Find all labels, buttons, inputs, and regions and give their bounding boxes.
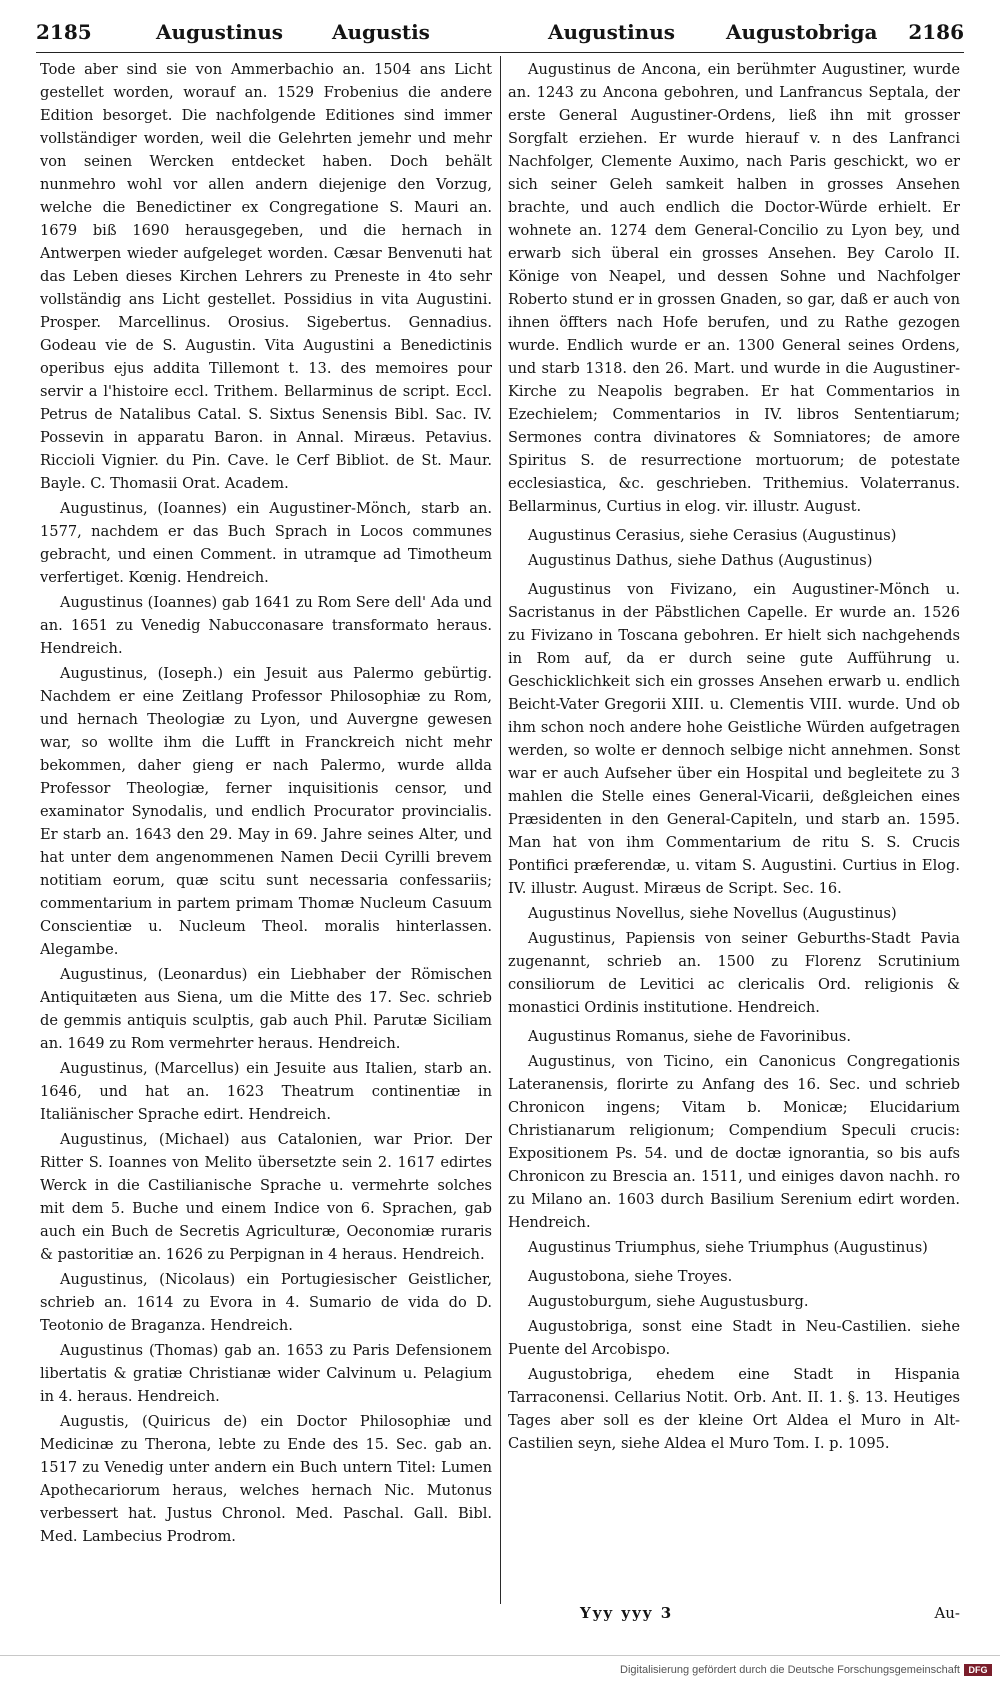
entry-paragraph: Augustinus, (Ioannes) ein Augustiner-Mönch, starb an. 1577, nachdem er das Buch Sprach in Locos communes gebracht, und einen Comment. in utramque ad Timotheum verfertiget. Kœnig. Hendreich. (40, 500, 492, 586)
header-catchword-1: Augustinus (156, 20, 284, 44)
running-header (36, 18, 964, 48)
entry-paragraph: Augustinus (Thomas) gab an. 1653 zu Paris Defensionem libertatis & gratiæ Christianæ wider Calvinum u. Pelagium in 4. heraus. Hendreich. (40, 1342, 492, 1405)
credit-rule (0, 1655, 1000, 1656)
cross-reference: Augustinus Novellus, siehe Novellus (Augustinus) (528, 905, 897, 922)
left-page-number: 2185 (36, 20, 92, 44)
cross-reference: Augustinus Romanus, siehe de Favorinibus. (528, 1028, 852, 1045)
entry-paragraph: Augustis, (Quiricus de) ein Doctor Philosophiæ und Medicinæ zu Therona, lebte zu Ende des 15. Sec. gab an. 1517 zu Venedig unter andern ein Buch untern Titel: Lumen Apothecariorum heraus, welches hernach Nic. Mutonus verbessert hat. Justus Chronol. Med. Paschal. Gall. Bibl. Med. Lambecius Prodrom. (40, 1413, 492, 1545)
cross-reference: Augustinus Triumphus, siehe Triumphus (Augustinus) (528, 1239, 928, 1256)
entry-paragraph: Augustobriga, ehedem eine Stadt in Hispania Tarraconensi. Cellarius Notit. Orb. Ant. II. 1. §. 13. Heutiges Tages aber soll es der kleine Ort Aldea el Muro in Alt-Castilien seyn, siehe Aldea el Muro Tom. I. p. 1095. (508, 1366, 960, 1452)
entry-paragraph: Augustinus, (Nicolaus) ein Portugiesischer Geistlicher, schrieb an. 1614 zu Evora in 4. Sumario de vida do D. Teotonio de Braganza. Hendreich. (40, 1271, 492, 1334)
entry-paragraph: Augustinus de Ancona, ein berühmter Augustiner, wurde an. 1243 zu Ancona gebohren, und Lanfrancus Septala, der erste General Augustiner-Ordens, ließ ihn mit grosser Sorgfalt erziehen. Er wurde hierauf v. n des Lanfranci Nachfolger, Clemente Auximo, nach Paris geschickt, wo er sich seiner Geleh samkeit halben in grosses Ansehen brachte, und auch endlich die Doctor-Würde erhielt. Er wohnete an. 1274 dem General-Concilio zu Lyon bey, und erwarb sich überal ein grosses Ansehen. Bey Carolo II. Könige von Neapel, und dessen Sohne und Nachfolger Roberto stund er in grossen Gnaden, so gar, daß er auch von ihnen öffters nach Hofe berufen, und zu Rathe gezogen wurde. Endlich wurde er an. 1300 General seines Ordens, und starb 1318. den 26. Mart. und wurde in die Augustiner-Kirche zu Neapolis begraben. Er hat Commentarios in Ezechielem; Commentarios in IV. libros Sententiarum; Sermones contra divinatores & Somniatores; de amore Spiritus S. de resurrectione mortuorum; de potestate ecclesiastica, &c. geschrieben. Trithemius. Volaterranus. Bellarminus, Curtius in elog. vir. illustr. August. (508, 61, 960, 515)
entry-paragraph: Tode aber sind sie von Ammerbachio an. 1504 ans Licht gestellet worden, worauf an. 1529 Frobenius die andere Edition besorget. Die nachfolgende Editiones sind immer vollständiger worden, weil die Gelehrten jemehr und mehr von seinen Wercken entdecket haben. Doch behält nunmehro wohl vor allen andern diejenige den Vorzug, welche die Benedictiner ex Congregatione S. Mauri an. 1679 biß 1690 herausgegeben, und die hernach in Antwerpen wieder aufgeleget worden. Cæsar Benvenuti hat das Leben dieses Kirchen Lehrers zu Preneste in 4to sehr vollständig ans Licht gestellet. Possidius in vita Augustini. Prosper. Marcellinus. Orosius. Sigebertus. Gennadius. Godeau vie de S. Augustin. Vita Augustini a Benedictinis operibus ejus addita Tillemont t. 13. des memoires pour servir a l'histoire eccl. Trithem. Bellarminus de script. Eccl. Petrus de Natalibus Catal. S. Sixtus Senensis Bibl. Sac. IV. Possevin in apparatu Baron. in Annal. Miræus. Petavius. Riccioli Vignier. du Pin. Cave. le Cerf Bibliot. de St. Maur. Bayle. C. Thomasii Orat. Academ. (40, 61, 492, 492)
entry-paragraph: Augustinus (Ioannes) gab 1641 zu Rom Sere dell' Ada und an. 1651 zu Venedig Nabucconasare transformato heraus. Hendreich. (40, 594, 492, 657)
entry-paragraph: Augustinus, (Leonardus) ein Liebhaber der Römischen Antiquitæten aus Siena, um die Mitte des 17. Sec. schrieb de gemmis antiquis sculptis, gab auch Phil. Parutæ Siciliam an. 1649 zu Rom vermehrter heraus. Hendreich. (40, 966, 492, 1052)
signature-mark: Yyy yyy 3 (580, 1604, 674, 1622)
entry-paragraph: Augustinus von Fivizano, ein Augustiner-Mönch u. Sacristanus in der Päbstlichen Capelle. Er wurde an. 1526 zu Fivizano in Toscana gebohren. Er hielt sich nachgehends in Rom auf, da er durch seine gute Aufführung u. Geschicklichkeit sich ein grosses Ansehen erwarb u. endlich Beicht-Vater Gregorii XIII. u. Clementis VIII. wurde. Und ob ihm schon noch andere hohe Geistliche Würden aufgetragen werden, so wolte er dennoch selbige nicht annehmen. Sonst war er auch Aufseher über ein Hospital und begleitete zu 3 mahlen die Stelle eines General-Vicarii, deßgleichen eines Præsidenten in den General-Capiteln, und starb an. 1595. Man hat von ihm Commentarium de ritu S. S. Crucis Pontifici præferendæ, u. vitam S. Augustini. Curtius in Elog. IV. illustr. August. Miræus de Script. Sec. 16. (508, 581, 960, 897)
entry-paragraph: Augustinus, Papiensis von seiner Geburths-Stadt Pavia zugenannt, schrieb an. 1500 zu Florenz Scrutinium consiliorum de Levitici ac clericalis Ord. religionis & monastici Ordinis institutione. Hendreich. (508, 930, 960, 1016)
header-catchword-3: Augustinus (548, 20, 676, 44)
entry-paragraph: Augustinus, (Ioseph.) ein Jesuit aus Palermo gebürtig. Nachdem er eine Zeitlang Professor Philosophiæ zu Rom, und hernach Theologiæ zu Lyon, und Auvergne gewesen war, so wollte ihm die Lufft in Franckreich nicht mehr bekommen, daher gieng er nach Palermo, wurde allda Professor Theologiæ, ferner inquisitionis censor, und examinator Synodalis, und endlich Procurator provincialis. Er starb an. 1643 den 29. May in 69. Jahre seines Alter, und hat unter dem angenommenen Namen Decii Cyrilli brevem notitiam eorum, quæ scitu sunt necessaria confessariis; commentarium in partem primam Thomæ Nucleum Casuum Conscientiæ u. Nucleum Theol. moralis hinterlassen. Alegambe. (40, 665, 492, 958)
header-catchword-2: Augustis (332, 20, 430, 44)
cross-reference: Augustoburgum, siehe Augustusburg. (528, 1293, 809, 1310)
right-page-number: 2186 (908, 20, 964, 44)
dfg-logo: DFG (964, 1664, 992, 1676)
cross-reference: Augustobona, siehe Troyes. (528, 1268, 733, 1285)
header-rule (36, 52, 964, 53)
entry-paragraph: Augustinus, von Ticino, ein Canonicus Congregationis Lateranensis, florirte zu Anfang des 16. Sec. und schrieb Chronicon ingens; Vitam b. Monicæ; Elucidarium Christianarum religionum; Compendium Speculi crucis: Expositionem Ps. 54. und de doctæ ignorantia, so bis aufs Chronicon zu Brescia an. 1511, und einiges davon nachh. ro zu Milano an. 1603 durch Basilium Serenium edirt worden. Hendreich. (508, 1053, 960, 1231)
catchword: Au- (934, 1604, 960, 1622)
entry-paragraph: Augustinus, (Michael) aus Catalonien, war Prior. Der Ritter S. Ioannes von Melito übersetzte sein 2. 1617 edirtes Werck in die Castilianische Sprache u. vermehrte solches mit dem 5. Buche und einem Indice von 6. Sprachen, gab auch ein Buch de Secretis Agriculturæ, Oeconomiæ ruraris & pastoritiæ an. 1626 zu Perpignan in 4 heraus. Hendreich. (40, 1131, 492, 1263)
left-column (40, 58, 492, 1606)
cross-reference: Augustinus Dathus, siehe Dathus (Augustinus) (528, 552, 873, 569)
entry-paragraph: Augustinus, (Marcellus) ein Jesuite aus Italien, starb an. 1646, und hat an. 1623 Theatrum continentiæ in Italiänischer Sprache edirt. Hendreich. (40, 1060, 492, 1123)
cross-reference: Augustinus Cerasius, siehe Cerasius (Augustinus) (528, 527, 897, 544)
header-catchword-4: Augustobriga (726, 20, 878, 44)
credit-text: Digitalisierung gefördert durch die Deutsche Forschungsgemeinschaft (620, 1664, 960, 1676)
digitization-credit (620, 1664, 992, 1676)
right-column (508, 58, 960, 1606)
column-divider (500, 56, 501, 1604)
entry-paragraph: Augustobriga, sonst eine Stadt in Neu-Castilien. siehe Puente del Arcobispo. (508, 1318, 960, 1358)
